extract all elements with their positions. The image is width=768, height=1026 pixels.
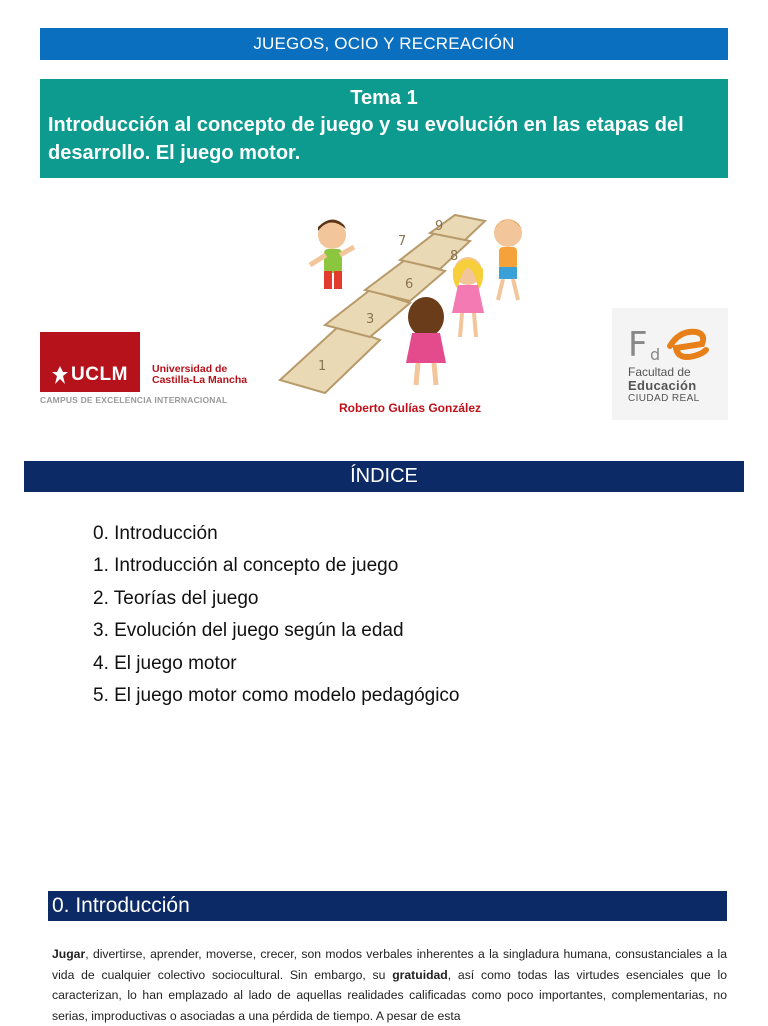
intro-paragraph [52, 944, 727, 1026]
intro-keyword-jugar: Jugar [52, 947, 86, 961]
index-item: 2. Teorías del juego [93, 587, 259, 609]
index-item: 0. Introducción [93, 523, 218, 544]
intro-text-part1: , divertirse, aprender, moverse, crecer, son modos verbales inherentes a la singladura humana, consustanciales a la vida de cualquier colectivo sociocultural. Sin embargo, su [52, 947, 727, 982]
topic-title-box [40, 79, 728, 178]
uclm-emblem-icon [52, 366, 68, 384]
index-list [93, 518, 460, 712]
svg-text:d: d [650, 345, 661, 364]
topic-number: Tema 1 [350, 87, 418, 109]
svg-text:9: 9 [435, 219, 444, 234]
svg-text:7: 7 [398, 234, 407, 249]
uclm-logo-block [40, 332, 140, 392]
index-item: 4. El juego motor [93, 652, 237, 674]
uclm-logo-text: UCLM [71, 364, 128, 385]
index-item: 3. Evolución del juego según la edad [93, 620, 404, 642]
fde-line1: Facultad de [628, 365, 691, 379]
course-banner [40, 28, 728, 60]
course-title: JUEGOS, OCIO Y RECREACIÓN [253, 34, 515, 53]
hopscotch-children-illustration [270, 205, 550, 395]
svg-text:F: F [628, 325, 648, 365]
fde-logo-text [628, 366, 700, 405]
uclm-university-name [152, 364, 247, 386]
author-name: Roberto Gulías González [338, 401, 482, 415]
fde-line2: Educación [628, 378, 697, 393]
topic-subtitle: Introducción al concepto de juego y su evolución en las etapas del desarrollo. El juego motor. [48, 114, 684, 164]
index-item: 5. El juego motor como modelo pedagógico [93, 685, 460, 707]
intro-section-title: 0. Introducción [52, 894, 190, 917]
uclm-logo [40, 332, 255, 408]
svg-text:8: 8 [450, 249, 459, 264]
uclm-name-line1: Universidad de [152, 363, 228, 375]
index-title: ÍNDICE [350, 465, 418, 487]
intro-section-header [48, 891, 727, 921]
svg-text:1: 1 [318, 359, 327, 374]
fde-logo [612, 308, 728, 420]
index-item: 1. Introducción al concepto de juego [93, 555, 399, 577]
svg-text:3: 3 [366, 312, 375, 327]
fde-logo-mark-icon [626, 316, 726, 366]
intro-text-part2: , así como todas las virtudes esenciales que lo caracterizan, lo han emplazado al lado de aquellas realidades calificadas como poco importantes, complementarias, no serias, improductivas o asociadas a una pérdida de tiempo. A pesar de esta [52, 967, 727, 1023]
svg-text:6: 6 [405, 277, 414, 292]
uclm-name-line2: Castilla-La Mancha [152, 374, 248, 386]
intro-keyword-gratuidad: gratuidad [392, 967, 448, 982]
fde-line3: CIUDAD REAL [628, 393, 700, 404]
uclm-campus-tagline: CAMPUS DE EXCELENCIA INTERNACIONAL [40, 395, 228, 405]
index-header [24, 461, 744, 492]
